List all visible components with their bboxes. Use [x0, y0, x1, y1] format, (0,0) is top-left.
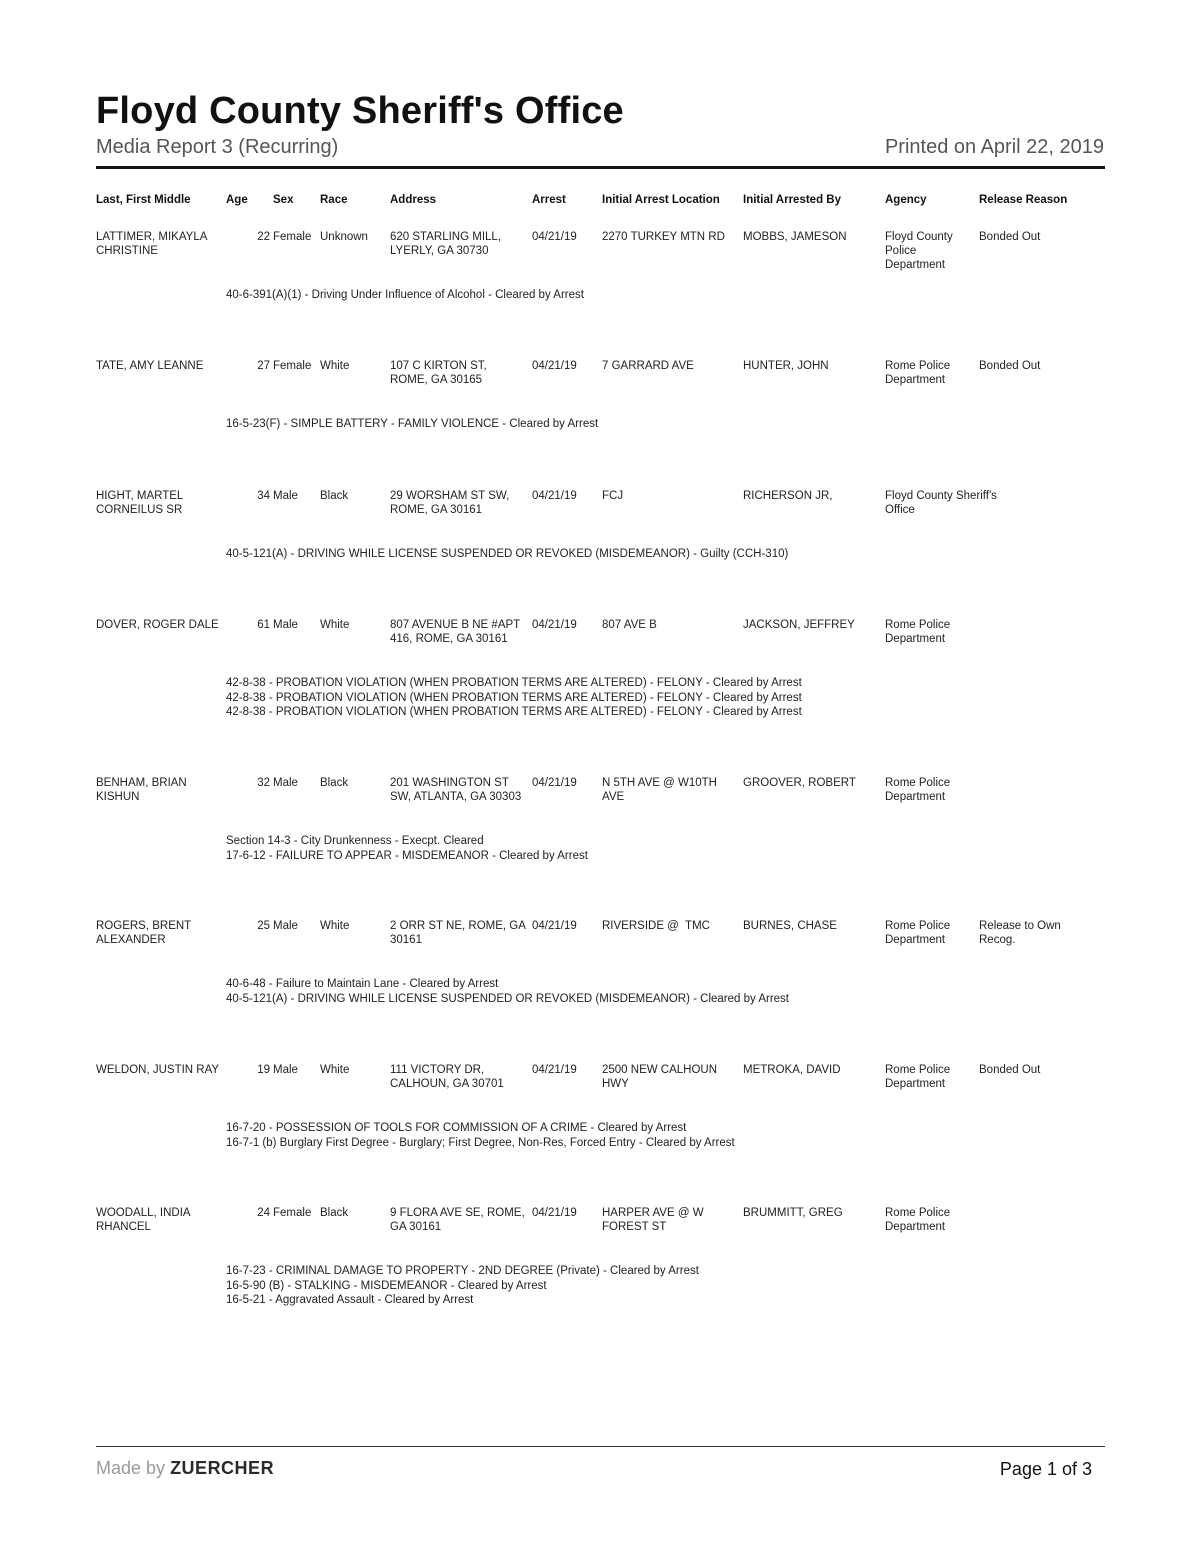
record-name: DOVER, ROGER DALE [96, 619, 219, 631]
record-sex: Female [273, 360, 312, 372]
charge-line: 40-6-391(A)(1) - Driving Under Influence of Alcohol - Cleared by Arrest [226, 289, 584, 301]
charge-line: 16-5-23(F) - SIMPLE BATTERY - FAMILY VIOLENCE - Cleared by Arrest [226, 418, 599, 430]
col-header-agency: Agency [885, 194, 927, 206]
record-race: White [320, 619, 350, 631]
zuercher-logo: ZUERCHER [170, 1458, 275, 1478]
record-address: 111 VICTORY DR, CALHOUN, GA 30701 [390, 1064, 504, 1090]
col-header-arrested-by: Initial Arrested By [743, 194, 841, 206]
record-arrested-by: MOBBS, JAMESON [743, 231, 847, 243]
record-arrest-date: 04/21/19 [532, 360, 577, 372]
record-address: 807 AVENUE B NE #APT 416, ROME, GA 30161 [390, 619, 520, 645]
header-divider [96, 166, 1105, 169]
record-agency: Rome Police Department [885, 777, 951, 803]
record-arrested-by: JACKSON, JEFFREY [743, 619, 855, 631]
record-charges [226, 288, 1086, 303]
record-arrest-location: 7 GARRARD AVE [602, 360, 694, 372]
col-header-race: Race [320, 194, 348, 206]
record-agency: Rome Police Department [885, 360, 951, 386]
record-race: Black [320, 490, 349, 502]
record-arrest-location: FCJ [602, 490, 624, 502]
record-age: 25 [257, 920, 270, 932]
charge-line: 40-5-121(A) - DRIVING WHILE LICENSE SUSPENDED OR REVOKED (MISDEMEANOR) - Guilty (CCH-310) [226, 548, 789, 560]
arrest-record [0, 618, 1200, 728]
record-race: White [320, 360, 350, 372]
record-race: Black [320, 777, 349, 789]
record-age: 19 [257, 1064, 270, 1076]
charge-line: 40-5-121(A) - DRIVING WHILE LICENSE SUSPENDED OR REVOKED (MISDEMEANOR) - Cleared by Arrest [226, 992, 789, 1005]
arrest-record [0, 1063, 1200, 1158]
record-arrest-location: 807 AVE B [602, 619, 657, 631]
record-name: HIGHT, MARTEL CORNEILUS SR [96, 490, 183, 516]
charge-line: 16-7-1 (b) Burglary First Degree - Burglary; First Degree, Non-Res, Forced Entry - Cleared by Arrest [226, 1136, 735, 1149]
page-number: Page 1 of 3 [999, 1459, 1092, 1479]
arrest-record [0, 919, 1200, 1014]
charge-line: 42-8-38 - PROBATION VIOLATION (WHEN PROBATION TERMS ARE ALTERED) - FELONY - Cleared by Arrest [226, 677, 802, 689]
record-race: Unknown [320, 231, 368, 243]
printed-date: Printed on April 22, 2019 [884, 136, 1104, 158]
record-arrest-date: 04/21/19 [532, 619, 577, 631]
record-arrested-by: BRUMMITT, GREG [743, 1207, 843, 1219]
charge-line: 16-7-23 - CRIMINAL DAMAGE TO PROPERTY - 2ND DEGREE (Private) - Cleared by Arrest [226, 1265, 699, 1277]
record-race: Black [320, 1207, 349, 1219]
charge-line: 16-5-90 (B) - STALKING - MISDEMEANOR - Cleared by Arrest [226, 1279, 547, 1292]
charge-line: 16-5-21 - Aggravated Assault - Cleared by Arrest [226, 1294, 474, 1306]
report-subtitle: Media Report 3 (Recurring) [96, 136, 339, 158]
arrest-record [0, 776, 1200, 871]
record-charges [226, 676, 1086, 720]
record-charges [226, 547, 1086, 562]
record-sex: Male [273, 490, 298, 502]
record-address: 9 FLORA AVE SE, ROME, GA 30161 [390, 1207, 525, 1233]
record-arrested-by: HUNTER, JOHN [743, 360, 829, 372]
arrest-record [0, 1206, 1200, 1316]
footer-brand [96, 1458, 274, 1479]
record-agency: Rome Police Department [885, 619, 951, 645]
record-address: 29 WORSHAM ST SW, ROME, GA 30161 [390, 490, 510, 516]
record-address: 2 ORR ST NE, ROME, GA 30161 [390, 920, 526, 946]
charge-line: 42-8-38 - PROBATION VIOLATION (WHEN PROBATION TERMS ARE ALTERED) - FELONY - Cleared by Arrest [226, 706, 802, 718]
record-name: TATE, AMY LEANNE [96, 360, 204, 372]
record-sex: Male [273, 777, 298, 789]
record-name: ROGERS, BRENT ALEXANDER [96, 920, 191, 946]
record-release-reason: Bonded Out [979, 360, 1041, 372]
record-arrest-date: 04/21/19 [532, 1064, 577, 1076]
col-header-age: Age [226, 194, 248, 206]
charge-line: 17-6-12 - FAILURE TO APPEAR - MISDEMEANOR - Cleared by Arrest [226, 849, 588, 862]
record-arrested-by: METROKA, DAVID [743, 1064, 841, 1076]
record-arrest-location: HARPER AVE @ W FOREST ST [602, 1207, 704, 1233]
record-charges [226, 417, 1086, 432]
charge-line: 40-6-48 - Failure to Maintain Lane - Cleared by Arrest [226, 978, 499, 990]
record-agency: Floyd County Sheriff's Office [885, 490, 997, 516]
col-header-release: Release Reason [979, 194, 1068, 206]
record-age: 32 [257, 777, 270, 789]
record-race: White [320, 920, 350, 932]
record-age: 24 [257, 1207, 270, 1219]
record-arrest-date: 04/21/19 [532, 1207, 577, 1219]
record-sex: Male [273, 920, 298, 932]
record-release-reason: Bonded Out [979, 231, 1041, 243]
record-arrest-location: 2270 TURKEY MTN RD [602, 231, 725, 243]
record-sex: Female [273, 1207, 312, 1219]
record-address: 107 C KIRTON ST, ROME, GA 30165 [390, 360, 487, 386]
charge-line: 16-7-20 - POSSESSION OF TOOLS FOR COMMISSION OF A CRIME - Cleared by Arrest [226, 1122, 687, 1134]
record-name: WELDON, JUSTIN RAY [96, 1064, 220, 1076]
record-address: 620 STARLING MILL, LYERLY, GA 30730 [390, 231, 501, 257]
record-arrest-date: 04/21/19 [532, 490, 577, 502]
record-arrested-by: RICHERSON JR, [743, 490, 833, 502]
record-agency: Rome Police Department [885, 1064, 951, 1090]
col-header-sex: Sex [273, 194, 294, 206]
record-sex: Male [273, 619, 298, 631]
charge-line: Section 14-3 - City Drunkenness - Execpt. Cleared [226, 835, 484, 847]
charge-line: 42-8-38 - PROBATION VIOLATION (WHEN PROBATION TERMS ARE ALTERED) - FELONY - Cleared by Arrest [226, 691, 802, 704]
record-sex: Female [273, 231, 312, 243]
record-age: 61 [257, 619, 270, 631]
col-header-location: Initial Arrest Location [602, 194, 720, 206]
record-arrest-date: 04/21/19 [532, 777, 577, 789]
record-agency: Floyd County Police Department [885, 231, 953, 271]
arrest-record [0, 359, 1200, 439]
record-arrested-by: BURNES, CHASE [743, 920, 837, 932]
record-sex: Male [273, 1064, 298, 1076]
col-header-name: Last, First Middle [96, 194, 191, 206]
record-release-reason: Release to Own Recog. [979, 920, 1061, 946]
record-charges [226, 1264, 1086, 1308]
record-name: LATTIMER, MIKAYLA CHRISTINE [96, 231, 207, 257]
record-agency: Rome Police Department [885, 920, 951, 946]
record-age: 22 [257, 231, 270, 243]
record-age: 27 [257, 360, 270, 372]
record-name: WOODALL, INDIA RHANCEL [96, 1207, 190, 1233]
record-release-reason: Bonded Out [979, 1064, 1041, 1076]
record-race: White [320, 1064, 350, 1076]
col-header-arrest: Arrest [532, 194, 566, 206]
record-charges [226, 977, 1086, 1006]
record-arrest-location: RIVERSIDE @ TMC [602, 920, 710, 932]
record-arrest-date: 04/21/19 [532, 920, 577, 932]
arrest-record [0, 230, 1200, 310]
record-address: 201 WASHINGTON ST SW, ATLANTA, GA 30303 [390, 777, 522, 803]
col-header-address: Address [390, 194, 437, 206]
record-arrest-date: 04/21/19 [532, 231, 577, 243]
record-age: 34 [257, 490, 270, 502]
page-title: Floyd County Sheriff's Office [96, 90, 624, 132]
record-charges [226, 834, 1086, 863]
arrest-record [0, 489, 1200, 569]
record-charges [226, 1121, 1086, 1150]
record-arrested-by: GROOVER, ROBERT [743, 777, 856, 789]
made-by-label: Made by [96, 1458, 166, 1478]
footer-divider [96, 1446, 1105, 1447]
record-agency: Rome Police Department [885, 1207, 951, 1233]
record-name: BENHAM, BRIAN KISHUN [96, 777, 187, 803]
record-arrest-location: 2500 NEW CALHOUN HWY [602, 1064, 718, 1090]
record-arrest-location: N 5TH AVE @ W10TH AVE [602, 777, 717, 803]
